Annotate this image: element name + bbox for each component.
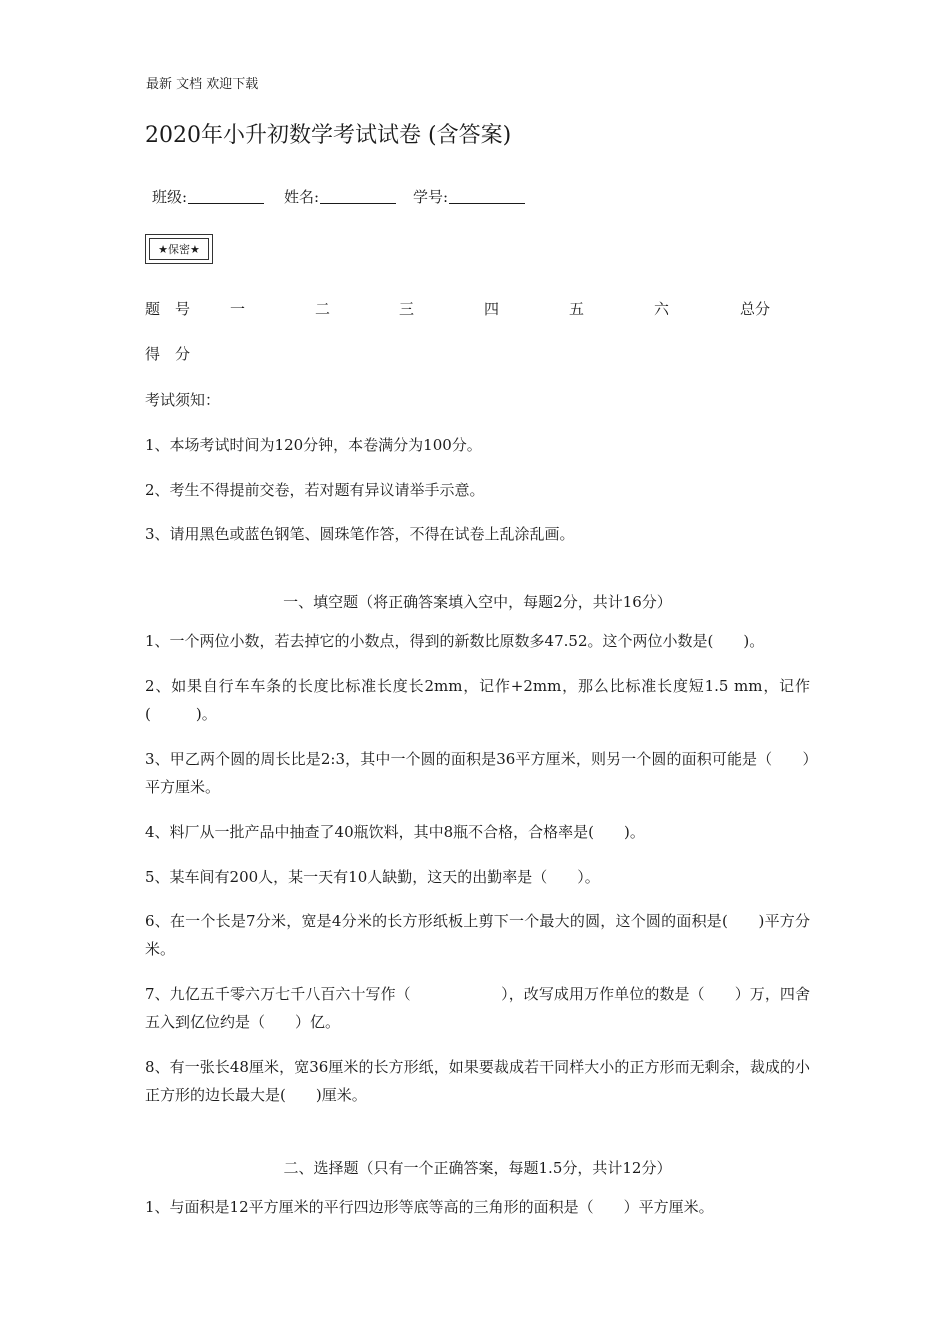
id-field <box>413 186 525 207</box>
question: 1、一个两位小数，若去掉它的小数点，得到的新数比原数多47.52。这个两位小数是( )。 <box>145 632 765 650</box>
score-header-1: 一 <box>230 300 246 318</box>
score-header-total: 总分 <box>740 300 771 318</box>
confidential-stamp <box>145 234 213 264</box>
question: 4、料厂从一批产品中抽查了40瓶饮料，其中8瓶不合格，合格率是( )。 <box>145 823 645 841</box>
page-title: 2020年小升初数学考试试卷 (含答案) <box>145 123 512 148</box>
class-label: 班级: <box>152 188 188 206</box>
name-field <box>284 186 396 207</box>
section-title: 二、选择题（只有一个正确答案，每题1.5分，共计12分） <box>283 1159 672 1177</box>
notice-item: 3、请用黑色或蓝色钢笔、圆珠笔作答，不得在试卷上乱涂乱画。 <box>145 525 575 543</box>
score-header-6: 六 <box>654 300 670 318</box>
question: 7、九亿五千零六万七千八百六十写作（ ），改写成用万作单位的数是（ ）万，四舍五入到亿位约是（ ）亿。 <box>145 985 810 1031</box>
score-header-3: 三 <box>399 300 415 318</box>
id-blank <box>449 189 525 204</box>
class-blank <box>188 189 264 204</box>
score-header-4: 四 <box>484 300 500 318</box>
question: 1、与面积是12平方厘米的平行四边形等底等高的三角形的面积是（ ）平方厘米。 <box>145 1198 714 1216</box>
section-title: 一、填空题（将正确答案填入空中，每题2分，共计16分） <box>283 593 672 611</box>
score-header-label: 题 号 <box>145 300 191 318</box>
name-blank <box>320 189 396 204</box>
question: 6、在一个长是7分米，宽是4分米的长方形纸板上剪下一个最大的圆，这个圆的面积是( )平方分米。 <box>145 912 810 958</box>
question: 3、甲乙两个圆的周长比是2:3，其中一个圆的面积是36平方厘米，则另一个圆的面积可能是（ ）平方厘米。 <box>145 750 810 796</box>
question: 5、某车间有200人，某一天有10人缺勤，这天的出勤率是（ ）。 <box>145 868 600 886</box>
question: 2、如果自行车车条的长度比标准长度长2mm，记作+2mm，那么比标准长度短1.5 mm，记作( )。 <box>145 677 810 723</box>
stamp-text: ★保密★ <box>149 238 209 260</box>
header-note: 最新 文档 欢迎下载 <box>146 77 259 92</box>
score-header-5: 五 <box>569 300 585 318</box>
notice-item: 2、考生不得提前交卷，若对题有异议请举手示意。 <box>145 481 485 499</box>
class-field <box>152 186 264 207</box>
name-label: 姓名: <box>284 188 320 206</box>
score-header-2: 二 <box>315 300 331 318</box>
notice-title: 考试须知： <box>145 391 221 409</box>
notice-item: 1、本场考试时间为120分钟，本卷满分为100分。 <box>145 436 482 454</box>
id-label: 学号: <box>413 188 449 206</box>
score-row-label: 得 分 <box>145 345 191 363</box>
question: 8、有一张长48厘米，宽36厘米的长方形纸，如果要裁成若干同样大小的正方形而无剩余，裁成的小正方形的边长最大是( )厘米。 <box>145 1058 810 1104</box>
